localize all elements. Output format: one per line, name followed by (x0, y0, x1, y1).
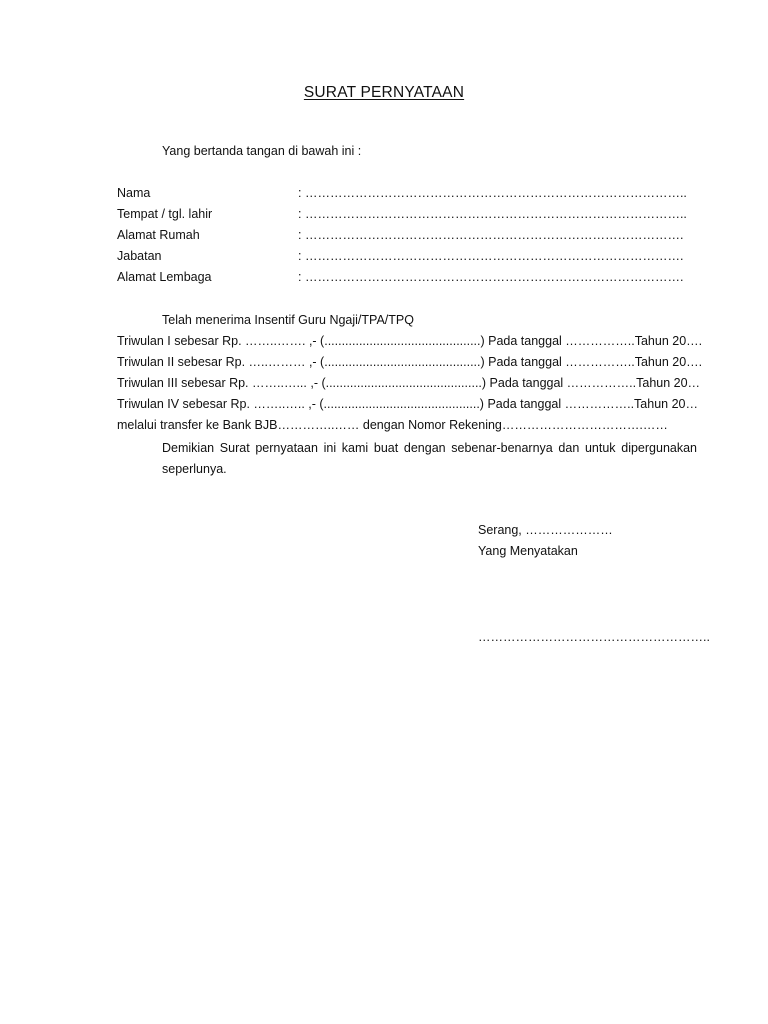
field-value: : ………………………………………………………………………………. (298, 249, 684, 263)
field-value: : ………………………………………………………………………………. (298, 228, 684, 242)
field-label: Alamat Rumah (117, 228, 200, 242)
field-nama (117, 186, 717, 204)
receipt-heading: Telah menerima Insentif Guru Ngaji/TPA/TPQ (162, 313, 414, 327)
field-jabatan (117, 249, 717, 267)
field-label: Alamat Lembaga (117, 270, 212, 284)
field-value: : ………………………………………………………………………………. (298, 270, 684, 284)
transfer-line: melalui transfer ke Bank BJB…………..…… dengan Nomor Rekening…………………………….…… (117, 418, 668, 432)
closing-paragraph: Demikian Surat pernyataan ini kami buat dengan sebenar-benarnya dan untuk dipergunakan seperlunya. (162, 441, 697, 476)
field-label: Tempat / tgl. lahir (117, 207, 213, 221)
signature-name-line: ……………………………………………….. (478, 630, 710, 644)
triwulan-4-line: Triwulan IV sebesar Rp. ……..….. ,- (.............................................) Pada tanggal ……………..Tahun 20… (117, 397, 698, 411)
field-value: : ……………………………………………………………………………….. (298, 207, 687, 221)
field-tempat-tgl-lahir (117, 207, 717, 225)
field-label: Nama (117, 186, 151, 200)
triwulan-2-line: Triwulan II sebesar Rp. …..……… ,- (.............................................) Pada tanggal ……………..Tahun 20…. (117, 355, 703, 369)
field-alamat-rumah (117, 228, 717, 246)
field-label: Jabatan (117, 249, 162, 263)
signature-place-date: Serang, ………………… (478, 523, 613, 537)
document-title: SURAT PERNYATAAN (303, 84, 465, 101)
triwulan-1-line: Triwulan I sebesar Rp. ……..……. ,- (.............................................) Pada tanggal ……………..Tahun 20…. (117, 334, 703, 348)
field-alamat-lembaga (117, 270, 717, 288)
triwulan-3-line: Triwulan III sebesar Rp. ……..…... ,- (.............................................) Pada tanggal ……………..Tahun 20… (117, 376, 701, 390)
signature-role: Yang Menyatakan (478, 544, 578, 558)
field-value: : ……………………………………………………………………………….. (298, 186, 687, 200)
intro-text: Yang bertanda tangan di bawah ini : (162, 144, 362, 158)
